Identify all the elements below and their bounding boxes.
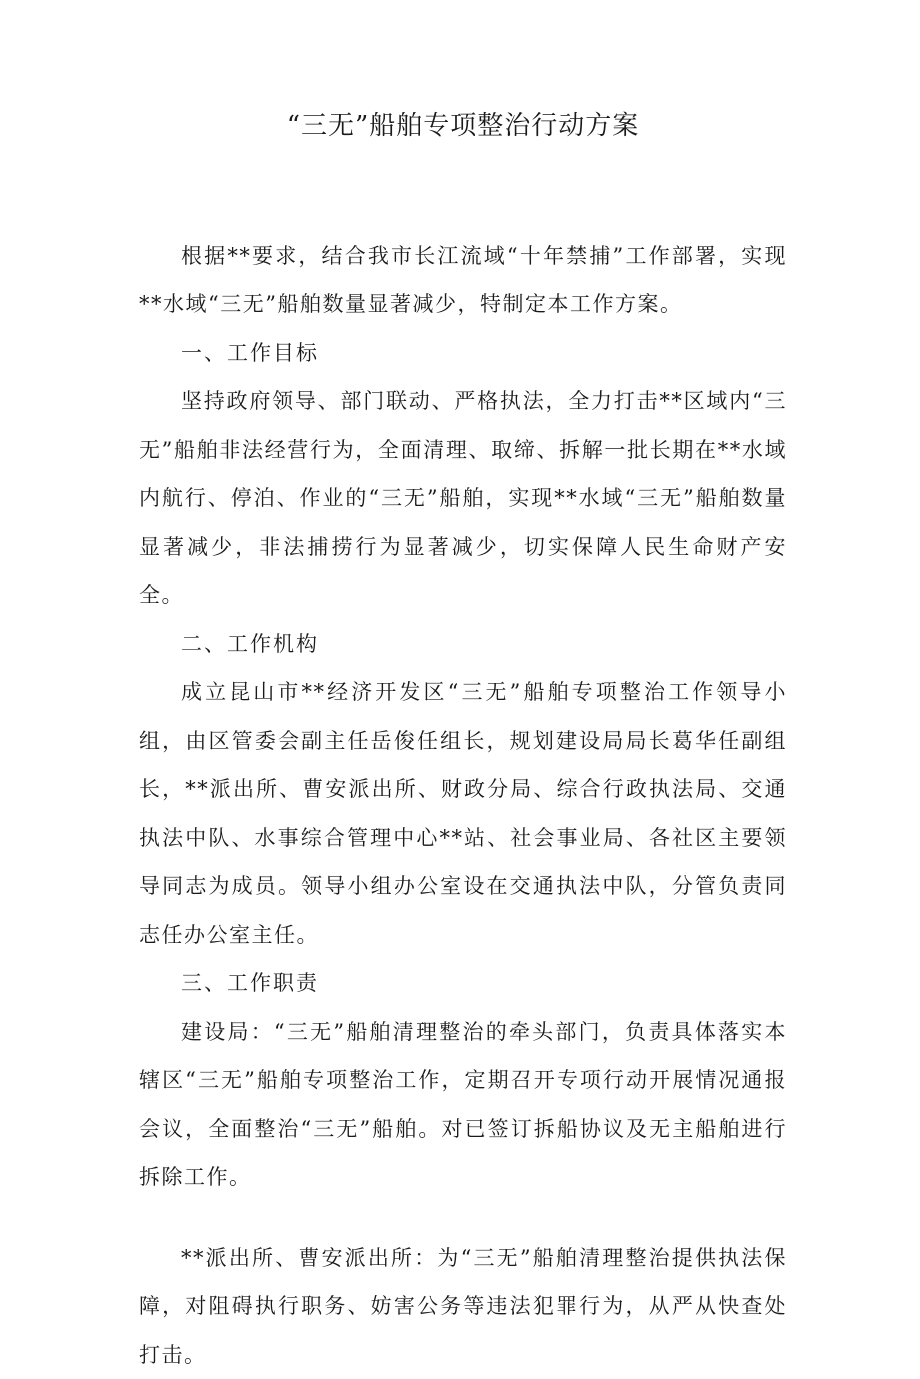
section-heading-duties: 三、工作职责 bbox=[181, 971, 319, 996]
document-page bbox=[139, 110, 787, 1379]
intro-paragraph: 根据**要求，结合我市长江流域“十年禁捕”工作部署，实现**水域“三无”船舶数量显著减少，特制定本工作方案。 bbox=[139, 243, 787, 317]
duties-paragraph-police: **派出所、曹安派出所：为“三无”船舶清理整治提供执法保障，对阻碍执行职务、妨害公务等违法犯罪行为，从严从快查处打击。 bbox=[139, 1245, 787, 1367]
duties-paragraph-construction: 建设局：“三无”船舶清理整治的牵头部门，负责具体落实本辖区“三无”船舶专项整治工作，定期召开专项行动开展情况通报会议，全面整治“三无”船舶。对已签订拆船协议及无主船舶进行拆除工作。 bbox=[139, 1019, 787, 1190]
document-title: “三无”船舶专项整治行动方案 bbox=[286, 111, 640, 141]
paragraph-spacer bbox=[139, 1202, 787, 1234]
section-heading-goals: 一、工作目标 bbox=[181, 340, 319, 365]
goals-paragraph: 坚持政府领导、部门联动、严格执法，全力打击**区域内“三无”船舶非法经营行为，全面清理、取缔、拆解一批长期在**水域内航行、停泊、作业的“三无”船舶，实现**水域“三无”船舶数量显著减少，非法捕捞行为显著减少，切实保障人民生命财产安全。 bbox=[139, 389, 787, 608]
section-heading-organization: 二、工作机构 bbox=[181, 631, 319, 656]
organization-paragraph: 成立昆山市**经济开发区“三无”船舶专项整治工作领导小组，由区管委会副主任岳俊任组长，规划建设局局长葛华任副组长，**派出所、曹安派出所、财政分局、综合行政执法局、交通执法中队、水事综合管理中心**站、社会事业局、各社区主要领导同志为成员。领导小组办公室设在交通执法中队，分管负责同志任办公室主任。 bbox=[139, 680, 787, 947]
